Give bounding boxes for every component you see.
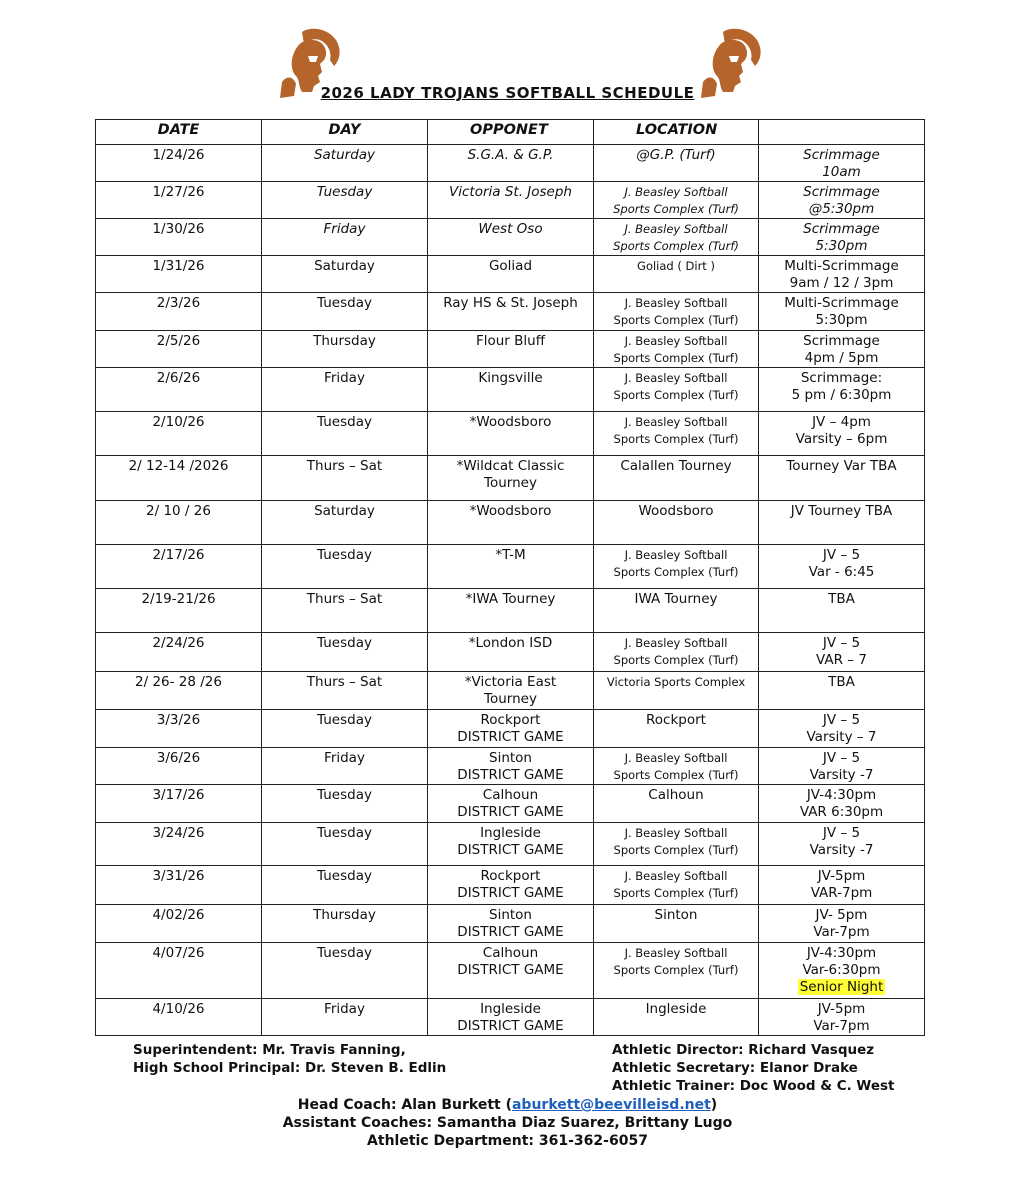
cell-opponent-line: Tourney <box>484 691 537 707</box>
cell-opponent-line: S.G.A. & G.P. <box>467 147 554 163</box>
cell-day: Friday <box>262 999 428 1036</box>
cell-location <box>594 710 759 748</box>
cell-notes-line: Multi-Scrimmage <box>784 295 899 311</box>
cell-day: Thurs – Sat <box>262 672 428 710</box>
cell-opponent <box>428 905 594 943</box>
cell-opponent-line: Goliad <box>488 258 533 274</box>
athletic-secretary: Athletic Secretary: Elanor Drake <box>612 1060 858 1076</box>
cell-opponent-line: DISTRICT GAME <box>457 804 564 820</box>
cell-location-line: Sports Complex (Turf) <box>613 432 739 446</box>
cell-location-line: Sports Complex (Turf) <box>613 313 739 327</box>
cell-notes <box>759 710 925 748</box>
cell-notes-line: Scrimmage <box>803 184 880 200</box>
cell-notes-line: JV – 5 <box>822 825 861 841</box>
senior-night-highlight: Senior Night <box>799 979 884 995</box>
cell-day: Tuesday <box>262 182 428 219</box>
cell-location-line: Calallen Tourney <box>620 458 732 474</box>
cell-notes-line: JV – 5 <box>822 635 861 651</box>
head-coach-suffix: ) <box>710 1097 718 1113</box>
cell-location-line: Sports Complex (Turf) <box>613 202 739 216</box>
table-row <box>96 219 925 256</box>
cell-location-line: J. Beasley Softball <box>624 751 728 765</box>
table-row <box>96 182 925 219</box>
athletic-department: Athletic Department: 361-362-6057 <box>367 1133 648 1149</box>
cell-date: 3/31/26 <box>96 866 262 905</box>
cell-location <box>594 943 759 999</box>
cell-location <box>594 293 759 331</box>
cell-opponent-line: Sinton <box>489 750 532 766</box>
cell-notes-line: JV – 5 <box>822 712 861 728</box>
table-row <box>96 823 925 866</box>
table-row <box>96 943 925 999</box>
table-row <box>96 501 925 545</box>
table-row <box>96 748 925 785</box>
page-title: 2026 LADY TROJANS SOFTBALL SCHEDULE <box>320 84 695 102</box>
table-row <box>96 672 925 710</box>
cell-notes-line: 9am / 12 / 3pm <box>789 275 894 291</box>
cell-date: 3/3/26 <box>96 710 262 748</box>
cell-day: Thursday <box>262 331 428 368</box>
cell-notes-line: TBA <box>828 674 855 690</box>
cell-location-line: @G.P. (Turf) <box>636 147 716 163</box>
cell-opponent-line: DISTRICT GAME <box>457 1018 564 1034</box>
cell-day: Thurs – Sat <box>262 589 428 633</box>
cell-date: 2/ 12-14 /2026 <box>96 456 262 501</box>
cell-day: Saturday <box>262 256 428 293</box>
cell-notes <box>759 905 925 943</box>
cell-location-line: J. Beasley Softball <box>624 636 728 650</box>
table-row <box>96 412 925 456</box>
cell-notes-line: Var-6:30pm <box>802 962 881 978</box>
table-row <box>96 589 925 633</box>
cell-opponent-line: DISTRICT GAME <box>457 767 564 783</box>
cell-notes-line: JV-5pm <box>817 1001 866 1017</box>
table-row <box>96 368 925 412</box>
cell-location <box>594 145 759 182</box>
cell-notes-line: Multi-Scrimmage <box>784 258 899 274</box>
cell-notes-line: Var-7pm <box>813 1018 870 1034</box>
schedule-body <box>96 145 925 1036</box>
cell-location <box>594 748 759 785</box>
cell-opponent-line: Sinton <box>489 907 532 923</box>
coach-contacts <box>0 1096 1015 1150</box>
cell-notes-line: JV – 5 <box>822 547 861 563</box>
cell-notes <box>759 145 925 182</box>
cell-location-line: J. Beasley Softball <box>624 185 728 199</box>
cell-notes-line: @5:30pm <box>808 201 875 217</box>
cell-location-line: Sports Complex (Turf) <box>613 886 739 900</box>
cell-notes-line: 4pm / 5pm <box>804 350 879 366</box>
cell-date: 3/24/26 <box>96 823 262 866</box>
cell-day: Tuesday <box>262 545 428 589</box>
cell-day: Tuesday <box>262 785 428 823</box>
cell-location-line: Sports Complex (Turf) <box>613 653 739 667</box>
cell-opponent-line: DISTRICT GAME <box>457 962 564 978</box>
table-row <box>96 456 925 501</box>
cell-notes-line: JV – 4pm <box>812 414 871 430</box>
cell-location <box>594 633 759 672</box>
cell-date: 4/07/26 <box>96 943 262 999</box>
cell-opponent <box>428 785 594 823</box>
cell-opponent <box>428 145 594 182</box>
table-row <box>96 256 925 293</box>
cell-notes <box>759 412 925 456</box>
cell-opponent-line: Kingsville <box>478 370 543 386</box>
cell-location-line: Sports Complex (Turf) <box>613 239 739 253</box>
cell-notes <box>759 456 925 501</box>
cell-opponent <box>428 748 594 785</box>
cell-notes <box>759 219 925 256</box>
cell-location <box>594 331 759 368</box>
cell-opponent <box>428 633 594 672</box>
cell-notes-line: Tourney Var TBA <box>786 458 897 474</box>
cell-date: 2/ 26- 28 /26 <box>96 672 262 710</box>
cell-notes-line: JV – 5 <box>822 750 861 766</box>
cell-date: 2/10/26 <box>96 412 262 456</box>
cell-location-line: J. Beasley Softball <box>624 826 728 840</box>
superintendent: Superintendent: Mr. Travis Fanning, <box>133 1042 406 1058</box>
cell-date: 3/17/26 <box>96 785 262 823</box>
cell-opponent <box>428 545 594 589</box>
cell-notes <box>759 999 925 1036</box>
cell-location-line: J. Beasley Softball <box>624 548 728 562</box>
table-row <box>96 905 925 943</box>
cell-opponent-line: DISTRICT GAME <box>457 842 564 858</box>
cell-location-line: Sports Complex (Turf) <box>613 351 739 365</box>
header-opponent: OPPONET <box>428 120 594 145</box>
cell-day: Thursday <box>262 905 428 943</box>
cell-day: Tuesday <box>262 943 428 999</box>
cell-location-line: J. Beasley Softball <box>624 371 728 385</box>
cell-opponent <box>428 331 594 368</box>
cell-location <box>594 219 759 256</box>
cell-opponent <box>428 368 594 412</box>
cell-location-line: Sports Complex (Turf) <box>613 565 739 579</box>
table-row <box>96 785 925 823</box>
cell-notes-line: JV-4:30pm <box>806 787 877 803</box>
cell-day: Tuesday <box>262 633 428 672</box>
cell-location-line: J. Beasley Softball <box>624 296 728 310</box>
cell-opponent-line: *Woodsboro <box>469 414 552 430</box>
cell-location-line: J. Beasley Softball <box>624 334 728 348</box>
cell-location-line: Sports Complex (Turf) <box>613 963 739 977</box>
cell-date: 2/19-21/26 <box>96 589 262 633</box>
cell-date: 3/6/26 <box>96 748 262 785</box>
cell-notes-line: Varsity -7 <box>809 767 874 783</box>
cell-opponent <box>428 866 594 905</box>
cell-location-line: Goliad ( Dirt ) <box>637 259 715 273</box>
cell-location <box>594 785 759 823</box>
cell-notes-line: VAR 6:30pm <box>799 804 884 820</box>
head-coach-email-link[interactable]: aburkett@beevilleisd.net <box>511 1097 711 1113</box>
cell-date: 2/24/26 <box>96 633 262 672</box>
cell-notes <box>759 943 925 999</box>
cell-notes <box>759 672 925 710</box>
cell-location-line: Victoria Sports Complex <box>606 675 746 689</box>
table-row <box>96 866 925 905</box>
cell-location <box>594 412 759 456</box>
table-row <box>96 293 925 331</box>
principal: High School Principal: Dr. Steven B. Edlin <box>133 1060 447 1076</box>
cell-location-line: J. Beasley Softball <box>624 222 728 236</box>
cell-day: Friday <box>262 748 428 785</box>
cell-notes-line: JV-5pm <box>817 868 866 884</box>
cell-location <box>594 823 759 866</box>
cell-notes <box>759 331 925 368</box>
cell-notes <box>759 823 925 866</box>
cell-opponent-line: Ingleside <box>480 825 541 841</box>
cell-notes <box>759 182 925 219</box>
cell-notes-line: Varsity – 6pm <box>795 431 888 447</box>
table-row <box>96 710 925 748</box>
head-coach-label: Head Coach: Alan Burkett ( <box>297 1097 512 1113</box>
cell-opponent <box>428 943 594 999</box>
cell-opponent <box>428 293 594 331</box>
cell-notes-line: JV-4:30pm <box>806 945 877 961</box>
footer-right <box>612 1041 895 1095</box>
cell-notes <box>759 589 925 633</box>
cell-notes-line: VAR-7pm <box>810 885 873 901</box>
cell-day: Tuesday <box>262 866 428 905</box>
cell-opponent-line: Ingleside <box>480 1001 541 1017</box>
cell-opponent <box>428 823 594 866</box>
footer-left <box>133 1041 446 1077</box>
cell-notes <box>759 633 925 672</box>
cell-notes-line: JV- 5pm <box>815 907 868 923</box>
cell-day: Saturday <box>262 501 428 545</box>
cell-opponent-line: Tourney <box>484 475 537 491</box>
table-row <box>96 145 925 182</box>
cell-location <box>594 999 759 1036</box>
cell-opponent-line: Ray HS & St. Joseph <box>443 295 578 311</box>
cell-opponent-line: Calhoun <box>482 945 539 961</box>
cell-location-line: J. Beasley Softball <box>624 946 728 960</box>
cell-opponent <box>428 412 594 456</box>
cell-date: 2/17/26 <box>96 545 262 589</box>
cell-date: 1/27/26 <box>96 182 262 219</box>
cell-notes-line: Scrimmage <box>803 333 880 349</box>
cell-notes-line: Scrimmage <box>803 221 880 237</box>
cell-date: 4/02/26 <box>96 905 262 943</box>
cell-location <box>594 501 759 545</box>
cell-opponent <box>428 710 594 748</box>
cell-location-line: J. Beasley Softball <box>624 415 728 429</box>
cell-notes-line: 5 pm / 6:30pm <box>791 387 892 403</box>
cell-opponent <box>428 182 594 219</box>
cell-location <box>594 256 759 293</box>
cell-opponent-line: Rockport <box>480 868 541 884</box>
cell-notes-line: 5:30pm <box>815 312 868 328</box>
head-coach <box>0 1096 1015 1114</box>
cell-notes <box>759 293 925 331</box>
cell-notes-line: VAR – 7 <box>816 652 867 668</box>
cell-notes <box>759 545 925 589</box>
cell-opponent <box>428 219 594 256</box>
cell-opponent <box>428 672 594 710</box>
cell-date: 1/24/26 <box>96 145 262 182</box>
cell-notes-line: TBA <box>828 591 855 607</box>
cell-location <box>594 905 759 943</box>
cell-opponent-line: Rockport <box>480 712 541 728</box>
cell-notes <box>759 368 925 412</box>
cell-opponent-line: West Oso <box>478 221 543 237</box>
cell-day: Tuesday <box>262 412 428 456</box>
table-row <box>96 633 925 672</box>
cell-location <box>594 182 759 219</box>
cell-opponent-line: Calhoun <box>482 787 539 803</box>
cell-notes <box>759 785 925 823</box>
cell-opponent-line: *Woodsboro <box>469 503 552 519</box>
cell-opponent-line: DISTRICT GAME <box>457 885 564 901</box>
assistant-coaches: Assistant Coaches: Samantha Diaz Suarez, Brittany Lugo <box>282 1115 733 1131</box>
cell-location-line: Ingleside <box>645 1001 707 1017</box>
cell-notes-line: Var-7pm <box>813 924 870 940</box>
cell-location <box>594 545 759 589</box>
cell-location-line: J. Beasley Softball <box>624 869 728 883</box>
athletic-director: Athletic Director: Richard Vasquez <box>612 1042 875 1058</box>
cell-day: Saturday <box>262 145 428 182</box>
cell-opponent-line: *IWA Tourney <box>465 591 556 607</box>
cell-location-line: Sports Complex (Turf) <box>613 843 739 857</box>
cell-date: 2/ 10 / 26 <box>96 501 262 545</box>
cell-notes-line: 10am <box>822 164 861 180</box>
cell-day: Friday <box>262 219 428 256</box>
cell-notes <box>759 866 925 905</box>
cell-notes-line: Varsity – 7 <box>806 729 877 745</box>
cell-day: Friday <box>262 368 428 412</box>
cell-opponent <box>428 456 594 501</box>
table-row <box>96 545 925 589</box>
header-day: DAY <box>262 120 428 145</box>
cell-day: Tuesday <box>262 293 428 331</box>
cell-opponent-line: *T-M <box>495 547 526 563</box>
cell-location <box>594 589 759 633</box>
cell-opponent <box>428 256 594 293</box>
cell-location <box>594 866 759 905</box>
cell-date: 2/6/26 <box>96 368 262 412</box>
cell-opponent-line: *Victoria East <box>464 674 557 690</box>
cell-location <box>594 456 759 501</box>
cell-notes <box>759 256 925 293</box>
cell-opponent-line: *Wildcat Classic <box>456 458 565 474</box>
cell-day: Tuesday <box>262 823 428 866</box>
cell-location-line: Sports Complex (Turf) <box>613 388 739 402</box>
cell-location-line: Calhoun <box>648 787 704 803</box>
cell-opponent-line: Flour Bluff <box>475 333 546 349</box>
cell-location-line: Sports Complex (Turf) <box>613 768 739 782</box>
cell-date: 2/5/26 <box>96 331 262 368</box>
athletic-trainer: Athletic Trainer: Doc Wood & C. West <box>612 1078 895 1094</box>
cell-day: Thurs – Sat <box>262 456 428 501</box>
cell-date: 2/3/26 <box>96 293 262 331</box>
cell-opponent-line: DISTRICT GAME <box>457 924 564 940</box>
table-header-row <box>96 120 925 145</box>
schedule-table <box>95 119 925 1036</box>
cell-notes-line: Var - 6:45 <box>808 564 875 580</box>
cell-location-line: Sinton <box>654 907 698 923</box>
cell-notes-line: Scrimmage: <box>800 370 883 386</box>
table-row <box>96 331 925 368</box>
cell-notes-line: Varsity -7 <box>809 842 874 858</box>
cell-opponent <box>428 501 594 545</box>
cell-notes <box>759 501 925 545</box>
cell-opponent-line: DISTRICT GAME <box>457 729 564 745</box>
cell-date: 1/30/26 <box>96 219 262 256</box>
cell-opponent <box>428 999 594 1036</box>
cell-date: 1/31/26 <box>96 256 262 293</box>
header-date: DATE <box>96 120 262 145</box>
cell-location-line: Woodsboro <box>638 503 714 519</box>
cell-opponent <box>428 589 594 633</box>
table-row <box>96 999 925 1036</box>
cell-location-line: Rockport <box>646 712 706 728</box>
cell-location-line: IWA Tourney <box>634 591 718 607</box>
cell-opponent-line: Victoria St. Joseph <box>449 184 572 200</box>
cell-day: Tuesday <box>262 710 428 748</box>
cell-location <box>594 368 759 412</box>
header-notes <box>759 120 925 145</box>
header-location: LOCATION <box>594 120 759 145</box>
cell-notes-line: 5:30pm <box>815 238 868 254</box>
cell-opponent-line: *London ISD <box>468 635 553 651</box>
cell-notes-line: Scrimmage <box>803 147 880 163</box>
cell-notes <box>759 748 925 785</box>
cell-location <box>594 672 759 710</box>
cell-notes-line: JV Tourney TBA <box>790 503 893 519</box>
cell-date: 4/10/26 <box>96 999 262 1036</box>
